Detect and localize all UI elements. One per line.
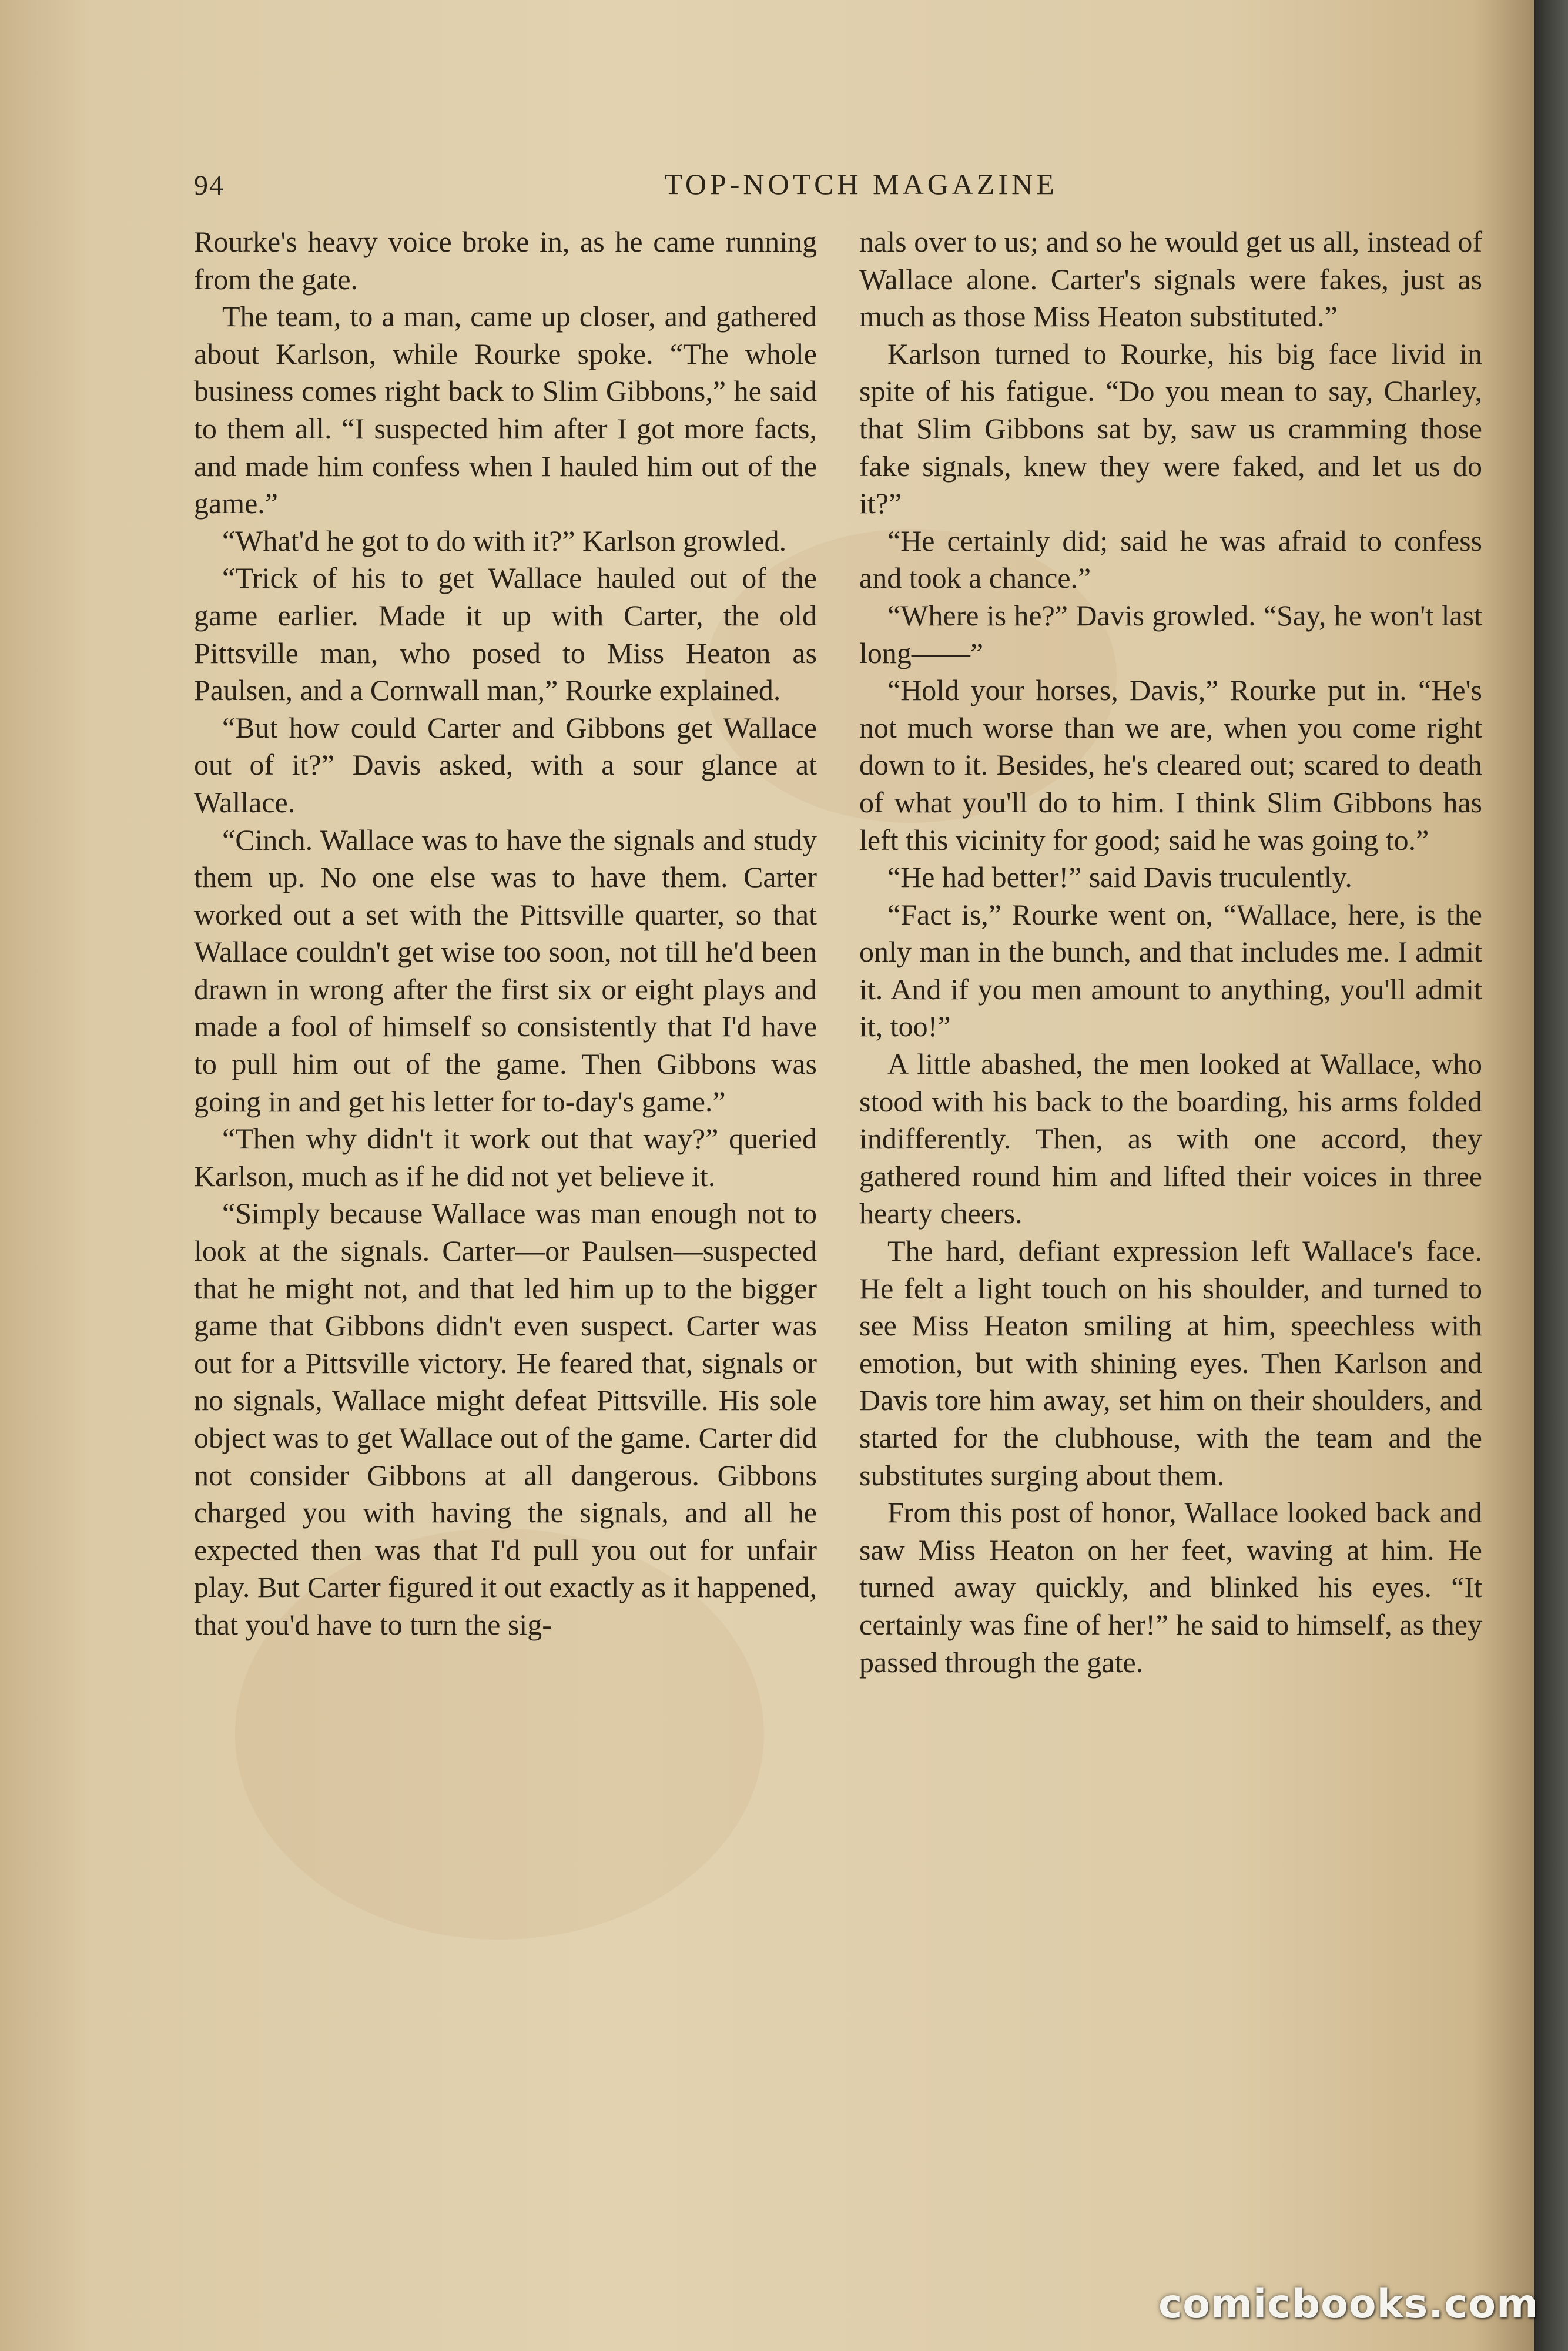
page-number: 94	[194, 170, 225, 201]
paragraph: “Hold your horses, Davis,” Rourke put in. “He's not much worse than we are, when you come right down to it. Besides, he's cleared out; scared to death of what you'll do to him. I think Slim Gibbons has left this vicinity for good; said he was going to.”	[859, 674, 1482, 856]
paragraph: nals over to us; and so he would get us all, instead of Wallace alone. Carter's signals were fakes, just as much as those Miss Heaton substituted.”	[859, 225, 1482, 333]
paragraph: Karlson turned to Rourke, his big face livid in spite of his fatigue. “Do you mean to say, Charley, that Slim Gibbons sat by, saw us cramming those fake signals, knew they were faked, and let us do it?”	[859, 337, 1482, 520]
paragraph: From this post of honor, Wallace looked back and saw Miss Heaton on her feet, waving at him. He turned away quickly, and blinked his eyes. “It certainly was fine of her!” he said to himself, as they passed through the gate.	[859, 1496, 1482, 1679]
paragraph: The team, to a man, came up closer, and gathered about Karlson, while Rourke spoke. “The whole business comes right back to Slim Gibbons,” he said to them all. “I suspected him after I got more facts, and made him confess when I hauled him out of the game.”	[194, 300, 817, 520]
paragraph: “Where is he?” Davis growled. “Say, he won't last long——”	[859, 598, 1482, 669]
paragraph: “Then why didn't it work out that way?” queried Karlson, much as if he did not yet believe it.	[194, 1122, 817, 1193]
right-text-column	[859, 223, 1482, 1681]
left-text-column	[194, 223, 817, 1644]
watermark-text: comicbooks.com	[1158, 2281, 1539, 2327]
paragraph: “But how could Carter and Gibbons get Wallace out of it?” Davis asked, with a sour glance at Wallace.	[194, 711, 817, 819]
paragraph: “He had better!” said Davis truculently.	[887, 860, 1352, 894]
paragraph: “What'd he got to do with it?” Karlson growled.	[222, 524, 787, 557]
magazine-title: TOP-NOTCH MAGAZINE	[664, 168, 1058, 200]
paragraph: “He certainly did; said he was afraid to confess and took a chance.”	[859, 524, 1482, 595]
paragraph: The hard, defiant expression left Wallace's face. He felt a light touch on his shoulder, and turned to see Miss Heaton smiling at him, speechless with emotion, but with shining eyes. Then Karlson and Davis tore him away, set him on their shoulders, and started for the clubhouse, with the team and the substitutes surging about them.	[859, 1234, 1482, 1492]
paragraph: “Simply because Wallace was man enough not to look at the signals. Carter—or Paulsen—suspected that he might not, and that led him up to the bigger game that Gibbons didn't even suspect. Carter was out for a Pittsville victory. He feared that, signals or no signals, Wallace might defeat Pittsville. His sole object was to get Wallace out of the game. Carter did not consider Gibbons at all dangerous. Gibbons charged you with having the signals, and all he expected then was that I'd pull you out for unfair play. But Carter figured it out exactly as it happened, that you'd have to turn the sig-	[194, 1197, 817, 1641]
book-spine-edge	[1534, 0, 1568, 2351]
paragraph: “Cinch. Wallace was to have the signals and study them up. No one else was to have them. Carter worked out a set with the Pittsville quarter, so that Wallace couldn't get wise too soon, not till he'd been drawn in wrong after the first six or eight plays and made a fool of himself so consistently that I'd have to pull him out of the game. Then Gibbons was going in and get his letter for to-day's game.”	[194, 823, 817, 1118]
paragraph: A little abashed, the men looked at Wallace, who stood with his back to the boarding, his arms folded indifferently. Then, as with one accord, they gathered round him and lifted their voices in three hearty cheers.	[859, 1047, 1482, 1230]
page-header	[188, 165, 1440, 212]
paragraph: “Trick of his to get Wallace hauled out of the game earlier. Made it up with Carter, the old Pittsville man, who posed to Miss Heaton as Paulsen, and a Cornwall man,” Rourke explained.	[194, 561, 817, 707]
paragraph: Rourke's heavy voice broke in, as he came running from the gate.	[194, 225, 817, 296]
paragraph: “Fact is,” Rourke went on, “Wallace, here, is the only man in the bunch, and that includes me. I admit it. And if you men amount to anything, you'll admit it, too!”	[859, 897, 1482, 1043]
